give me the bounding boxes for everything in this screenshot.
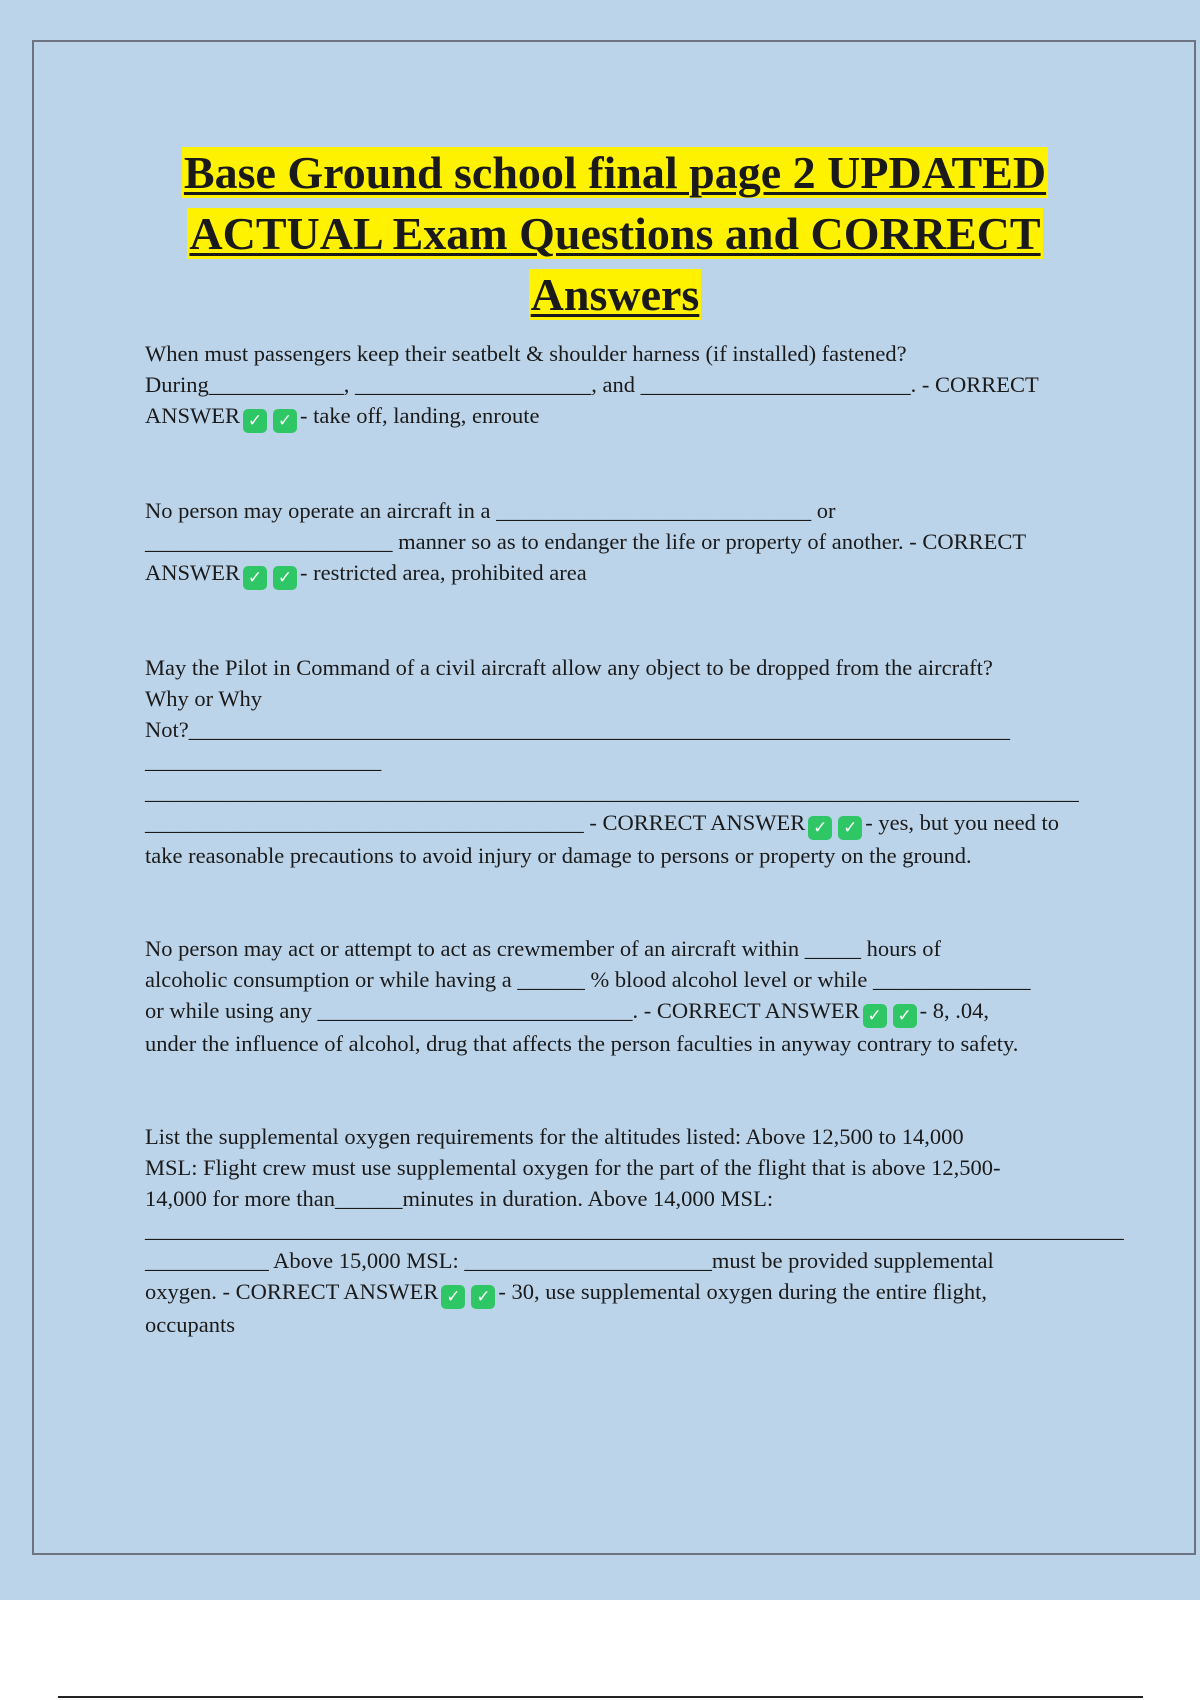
check-box-icon: ✓ <box>471 1285 495 1309</box>
question-item <box>145 933 1090 1059</box>
check-box-icon: ✓ <box>273 409 297 433</box>
check-box-icon: ✓ <box>893 1004 917 1028</box>
check-box-icon: ✓ <box>243 409 267 433</box>
question-text: May the Pilot in Command of a civil aircraft allow any object to be dropped from the aircraft? Why or Why Not?_________________________________________________________________________ _____________________ ___________________________________________________________________________________ _______________________________________ - CORRECT ANSWER <box>145 655 1079 835</box>
check-box-icon: ✓ <box>808 816 832 840</box>
document-title <box>140 142 1090 325</box>
check-box-icon: ✓ <box>243 566 267 590</box>
check-box-icon: ✓ <box>273 566 297 590</box>
questions-list <box>145 338 1124 1340</box>
check-box-icon: ✓ <box>838 816 862 840</box>
footer-divider <box>58 1696 1143 1698</box>
question-item <box>145 495 1090 590</box>
answer-text: - yes, but you need to take reasonable precautions to avoid injury or damage to persons or property on the ground. <box>145 810 1059 868</box>
check-box-icon: ✓ <box>441 1285 465 1309</box>
title-line-3: Answers <box>530 269 700 320</box>
check-box-icon: ✓ <box>863 1004 887 1028</box>
question-item <box>145 652 1090 871</box>
answer-text: - restricted area, prohibited area <box>300 560 587 585</box>
answer-text: - 8, .04, under the influence of alcohol, drug that affects the person faculties in anyway contrary to safety. <box>145 998 1019 1056</box>
answer-text: - take off, landing, enroute <box>300 403 540 428</box>
question-item <box>145 338 1090 433</box>
title-line-2: ACTUAL Exam Questions and CORRECT <box>189 208 1041 259</box>
title-line-1: Base Ground school final page 2 UPDATED <box>183 147 1047 198</box>
question-text: No person may operate an aircraft in a ____________________________ or ______________________ manner so as to endanger the life or property of another. - CORRECT ANSWER <box>145 498 1027 585</box>
question-text: No person may act or attempt to act as crewmember of an aircraft within _____ hours of alcoholic consumption or while having a ______ % blood alcohol level or while ______________ or while using any ____________________________. - CORRECT ANSWER <box>145 936 1031 1023</box>
question-item <box>145 1121 1124 1340</box>
question-text: When must passengers keep their seatbelt & shoulder harness (if installed) fastened? During____________, _____________________, and ________________________. - CORRECT ANSWER <box>145 341 1039 428</box>
question-text: List the supplemental oxygen requirements for the altitudes listed: Above 12,500 to 14,000 MSL: Flight crew must use supplemental oxygen for the part of the flight that is above 12,500- 14,000 for more than______minutes in duration. Above 14,000 MSL: _______________________________________________________________________________________ ___________ Above 15,000 MSL: ______________________must be provided supplemental oxygen. - CORRECT ANSWER <box>145 1124 1124 1304</box>
answer-text: - 30, use supplemental oxygen during the entire flight, occupants <box>145 1279 987 1337</box>
